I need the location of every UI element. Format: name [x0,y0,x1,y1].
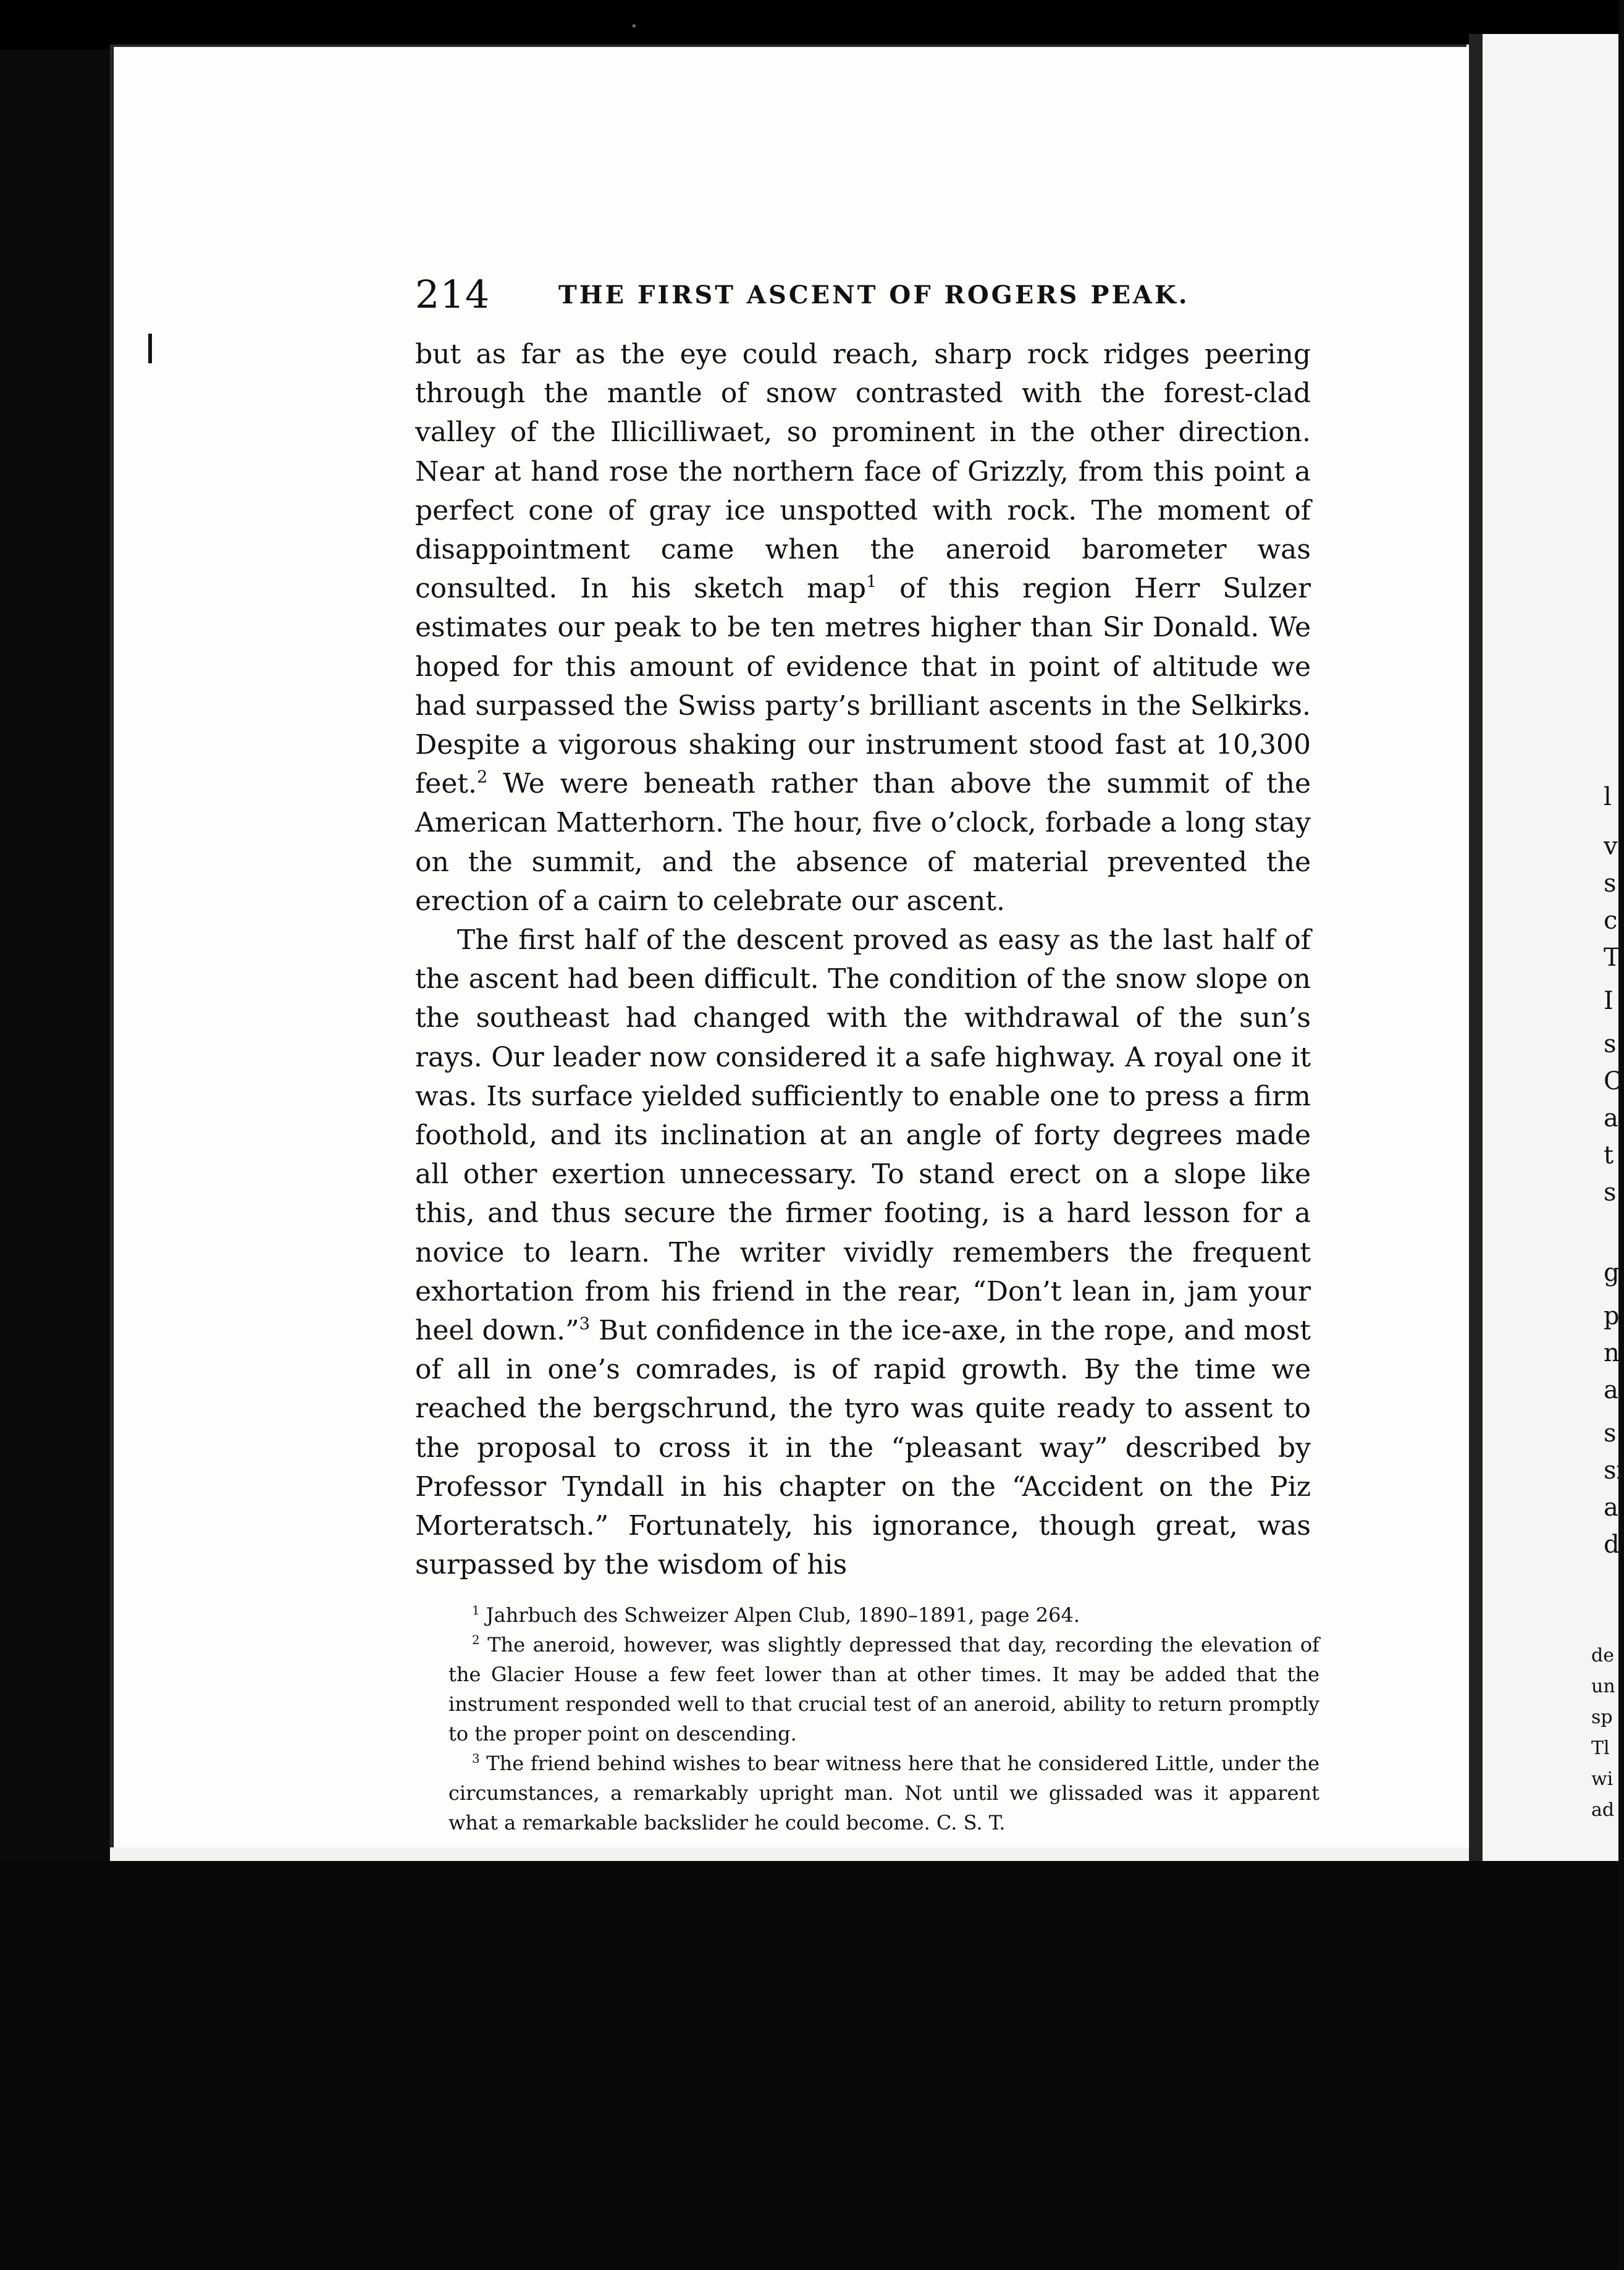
facing-page-fragment: d [1604,1530,1620,1559]
facing-page-fragment: Tl [1591,1737,1610,1759]
footnote-text: The friend behind wishes to bear witness here that he considered Little, under the circumstances, a remarkably upright man. Not until we glissaded was it apparent what a remarkable backslider he could become. C. S. T. [448,1752,1320,1834]
facing-page-fragment: l [1604,783,1612,811]
facing-page-edge [1483,34,1624,1863]
facing-page-fragment: s [1604,1178,1617,1207]
footnote-marker: 1 [866,572,877,592]
facing-page-fragment: p [1604,1302,1620,1330]
facing-page-fragment: g [1604,1259,1620,1287]
paragraph [415,335,1311,921]
paragraph [415,921,1311,1584]
paragraph-text: But confidence in the ice-axe, in the rope, and most of all in one’s comrades, is of rapid growth. By the time we reached the bergschrund, the tyro was quite ready to assent to the proposal to cross it in the “pleasant way” described by Professor Tyndall in his chapter on the “Accident on the Piz Morteratsch.” Fortunately, his ignorance, though great, was surpassed by the wisdom of his [415,1315,1311,1581]
footnote [448,1749,1319,1838]
facing-page-fragment: c [1604,906,1618,935]
footnote [448,1630,1319,1749]
facing-page-fragment: a [1604,1104,1618,1133]
page-number: 214 [415,272,490,317]
scan-artifact-mark [148,334,152,363]
facing-page-fragment: n [1604,1339,1620,1367]
footnote-text: Jahrbuch des Schweizer Alpen Club, 1890–1891, page 264. [486,1603,1080,1627]
facing-page-fragment: s [1604,1419,1617,1448]
facing-page-fragment: si [1604,1456,1624,1485]
facing-page-fragment: a [1604,1493,1618,1522]
facing-page-fragment: T [1604,943,1620,972]
facing-page-fragment: v [1604,832,1618,861]
paragraph-text: We were beneath rather than above the summit of the American Matterhorn. The hour, five o’clock, forbade a long stay on the summit, and the absence of material prevented the erection of a cairn to celebrate our ascent. [415,768,1311,917]
footnote-marker: 2 [472,1633,480,1648]
facing-page-fragment: un [1591,1676,1615,1697]
footnote [448,1600,1319,1630]
footnote-text: The aneroid, however, was slightly depressed that day, recording the elevation of the Glacier House a few feet lower than at other times. It may be added that the instrument responded well to that crucial test of an aneroid, ability to return promptly to the proper point on descending. [448,1633,1320,1745]
facing-page-fragment: sp [1591,1707,1613,1728]
footnotes [448,1600,1319,1838]
scan-top-border [0,0,1618,49]
facing-page-fragment: s [1604,869,1617,898]
paragraph-text: but as far as the eye could reach, sharp rock ridges peering through the mantle of snow contrasted with the forest-clad valley of the Illicilliwaet, so prominent in the other direction. Near at hand rose the northern face of Grizzly, from this point a perfect cone of gray ice unspotted with rock. The moment of disappointment came when the aneroid barometer was consulted. In his sketch map [415,339,1311,605]
facing-page-fragment: de [1591,1645,1614,1666]
facing-page-fragment: s [1604,1030,1617,1058]
paragraph-text: The first half of the descent proved as easy as the last half of the ascent had been difficult. The condition of the snow slope on the southeast had changed with the withdrawal of the sun’s rays. Our leader now considered it a safe highway. A royal one it was. Its surface yielded sufficiently to enable one to press a firm foothold, and its inclination at an angle of forty degrees made all other exertion unnecessary. To stand erect on a slope like this, and thus secure the firmer footing, is a hard lesson for a novice to learn. The writer vividly remembers the frequent exhortation from his friend in the rear, “Don’t lean in, jam your heel down.” [415,924,1311,1347]
scan-bottom-border [0,1861,1618,2270]
facing-page-fragment: ad [1591,1799,1615,1821]
facing-page-fragment: I [1604,987,1613,1015]
running-head [415,272,1342,315]
book-gutter [1469,34,1483,1863]
facing-page-fragment: t [1604,1141,1614,1170]
running-title: THE FIRST ASCENT OF ROGERS PEAK. [558,281,1190,310]
body-text [415,335,1311,1585]
paragraph-text: of this region Herr Sulzer estimates our peak to be ten metres higher than Sir Donald. We hoped for this amount of evidence that in point of altitude we had surpassed the Swiss party’s brilliant ascents in the Selkirks. Despite a vigorous shaking our instrument stood fast at 10,300 feet. [415,573,1311,800]
scan-artifact-mark: · [630,12,638,41]
facing-page-fragment: C [1604,1067,1623,1095]
facing-page-fragment: a [1604,1376,1618,1404]
footnote-marker: 3 [472,1752,480,1766]
footnote-marker: 3 [579,1314,590,1334]
footnote-marker: 2 [477,767,488,787]
facing-page-fragment: wi [1591,1768,1613,1790]
footnote-marker: 1 [472,1603,480,1618]
